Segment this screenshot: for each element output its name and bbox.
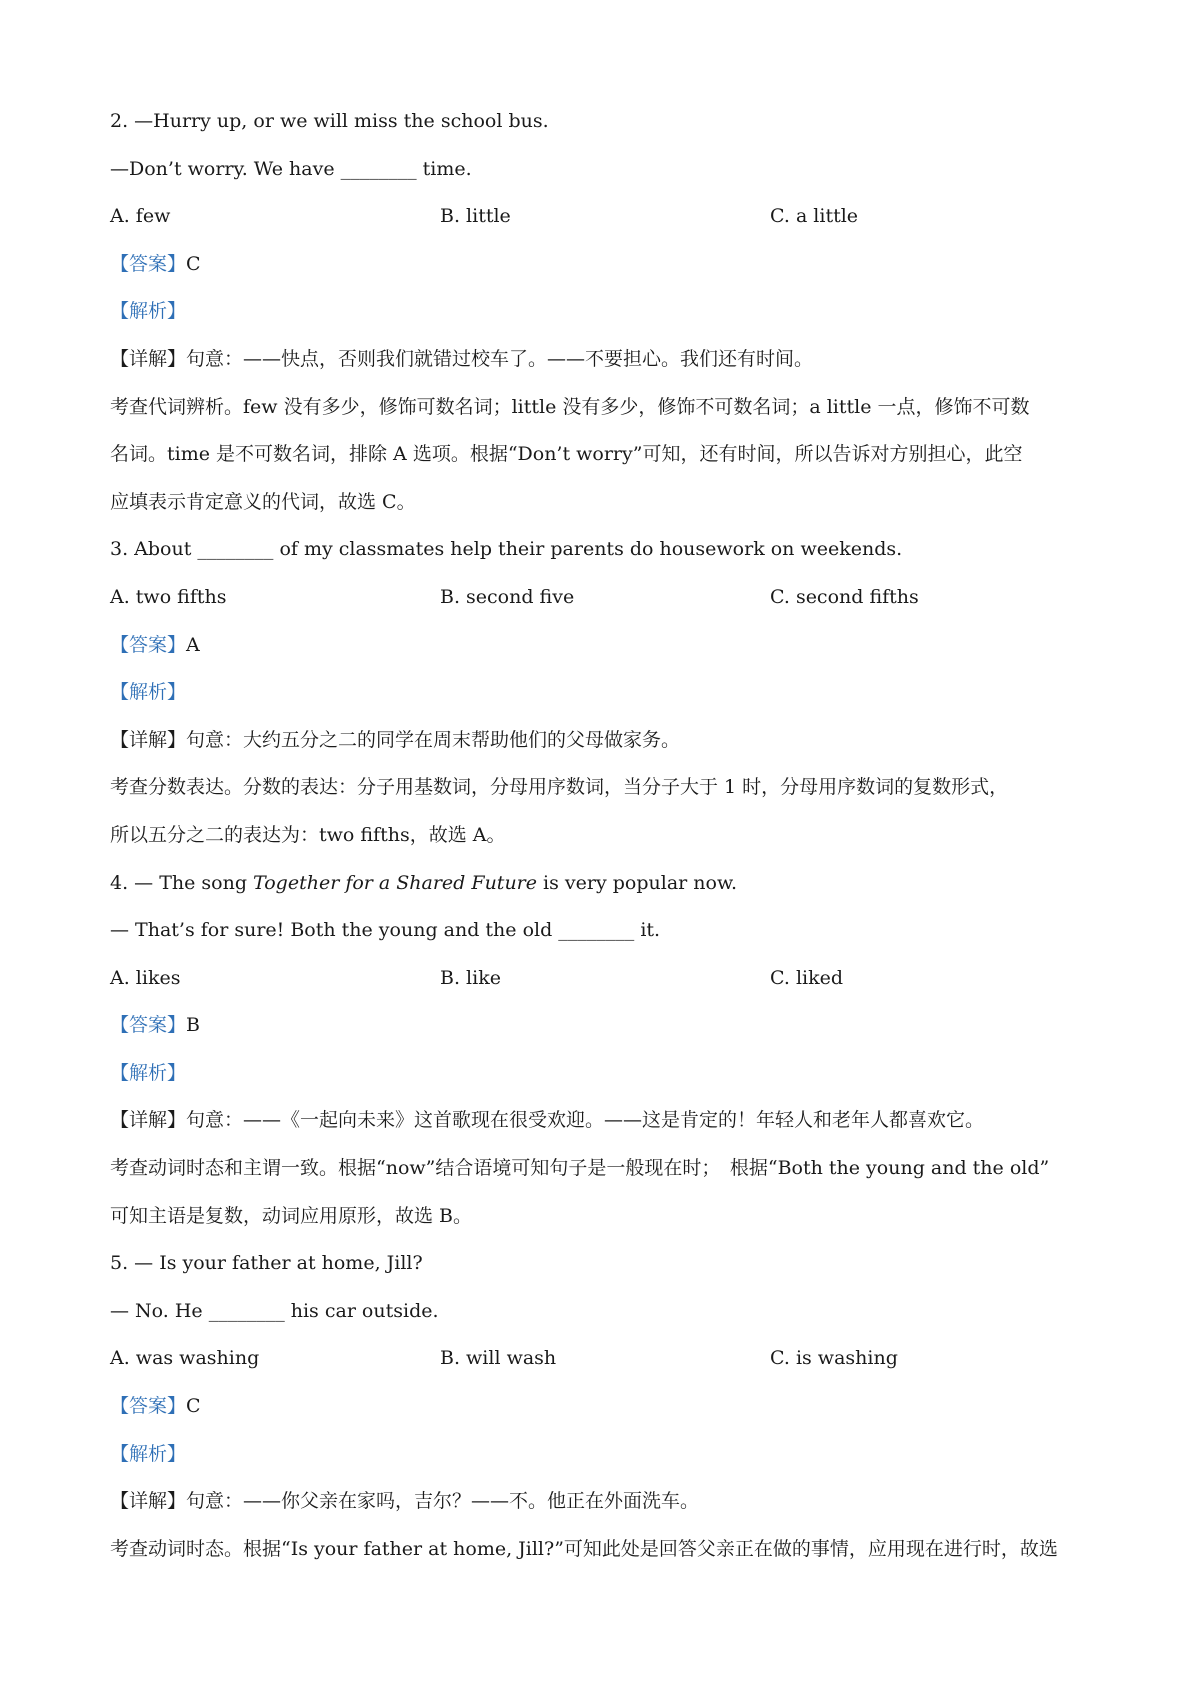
document-page bbox=[110, 98, 1100, 1573]
answer-label: 【答案】 bbox=[110, 633, 187, 656]
question-3-stem-line-1: 3. About ________ of my classmates help their parents do housework on weekends. bbox=[110, 538, 903, 561]
stem-prefix: 4. — The song bbox=[110, 871, 254, 894]
question-5-stem-line-1: 5. — Is your father at home, Jill? bbox=[110, 1252, 423, 1275]
question-5-stem-line-2: — No. He ________ his car outside. bbox=[110, 1299, 439, 1322]
option-a: A. likes bbox=[110, 966, 181, 989]
question-2-options bbox=[110, 193, 1100, 241]
question-5-detail bbox=[110, 1478, 1100, 1526]
question-5-answer bbox=[110, 1383, 1100, 1431]
question-4-options bbox=[110, 955, 1100, 1003]
answer-value: A bbox=[186, 633, 200, 656]
option-a: A. was washing bbox=[110, 1347, 260, 1370]
question-2-explanation-line-2: 名词。time 是不可数名词，排除 A 选项。根据“Don’t worry”可知，还有时间，所以告诉对方别担心，此空 bbox=[110, 443, 1023, 466]
option-c: C. a little bbox=[770, 205, 859, 228]
option-b: B. like bbox=[440, 966, 501, 989]
detail-label: 【详解】 bbox=[110, 1109, 187, 1132]
question-4-stem-line-2: — That’s for sure! Both the young and the old ________ it. bbox=[110, 919, 661, 942]
answer-value: B bbox=[186, 1014, 200, 1037]
option-c: C. second fifths bbox=[770, 585, 919, 608]
song-title: Together for a Shared Future bbox=[253, 871, 538, 894]
question-4-explanation-line-2: 可知主语是复数，动词应用原形，故选 B。 bbox=[110, 1204, 473, 1227]
detail-label: 【详解】 bbox=[110, 1490, 187, 1513]
question-4-stem-line-1 bbox=[110, 860, 1100, 908]
question-2-stem-line-1: 2. —Hurry up, or we will miss the school bus. bbox=[110, 110, 549, 132]
question-2-detail bbox=[110, 336, 1100, 384]
detail-label: 【详解】 bbox=[110, 728, 187, 751]
question-5-options bbox=[110, 1335, 1100, 1383]
option-a: A. two fifths bbox=[110, 585, 227, 608]
question-2-explanation-line-1: 考查代词辨析。few 没有多少，修饰可数名词；little 没有多少，修饰不可数名词；a little 一点，修饰不可数 bbox=[110, 395, 1030, 418]
answer-label: 【答案】 bbox=[110, 252, 187, 275]
detail-text: 句意：——《一起向未来》这首歌现在很受欢迎。——这是肯定的！年轻人和老年人都喜欢它。 bbox=[186, 1109, 985, 1132]
question-3-detail bbox=[110, 717, 1100, 765]
question-2-stem-line-2: —Don’t worry. We have ________ time. bbox=[110, 157, 472, 180]
question-3-answer bbox=[110, 622, 1100, 670]
question-4-answer bbox=[110, 1002, 1100, 1050]
question-3-options bbox=[110, 574, 1100, 622]
question-4-detail bbox=[110, 1097, 1100, 1145]
detail-text: 句意：大约五分之二的同学在周末帮助他们的父母做家务。 bbox=[186, 728, 681, 751]
analysis-label: 【解析】 bbox=[110, 681, 187, 704]
option-b: B. second five bbox=[440, 585, 575, 608]
question-2-explanation-line-3: 应填表示肯定意义的代词，故选 C。 bbox=[110, 490, 416, 513]
answer-value: C bbox=[186, 252, 201, 275]
answer-label: 【答案】 bbox=[110, 1395, 187, 1418]
option-c: C. liked bbox=[770, 966, 844, 989]
option-b: B. little bbox=[440, 205, 511, 228]
question-3-explanation-line-1: 考查分数表达。分数的表达：分子用基数词，分母用序数词，当分子大于 1 时，分母用序数词的复数形式， bbox=[110, 776, 1009, 799]
question-3-explanation-line-2: 所以五分之二的表达为：two fifths，故选 A。 bbox=[110, 823, 506, 846]
option-a: A. few bbox=[110, 205, 171, 228]
question-2-answer bbox=[110, 241, 1100, 289]
analysis-label: 【解析】 bbox=[110, 1442, 187, 1465]
option-c: C. is washing bbox=[770, 1347, 898, 1370]
question-5-explanation-line-1: 考查动词时态。根据“Is your father at home, Jill?”可知此处是回答父亲正在做的事情，应用现在进行时，故选 bbox=[110, 1537, 1058, 1560]
analysis-label: 【解析】 bbox=[110, 300, 187, 323]
detail-text: 句意：——你父亲在家吗，吉尔？——不。他正在外面洗车。 bbox=[186, 1490, 700, 1513]
analysis-label: 【解析】 bbox=[110, 1061, 187, 1084]
answer-value: C bbox=[186, 1395, 201, 1418]
option-b: B. will wash bbox=[440, 1347, 557, 1370]
answer-label: 【答案】 bbox=[110, 1014, 187, 1037]
stem-suffix: is very popular now. bbox=[537, 871, 738, 894]
detail-label: 【详解】 bbox=[110, 347, 187, 370]
detail-text: 句意：——快点，否则我们就错过校车了。——不要担心。我们还有时间。 bbox=[186, 347, 814, 370]
question-4-explanation-line-1: 考查动词时态和主谓一致。根据“now”结合语境可知句子是一般现在时； 根据“Both the young and the old” bbox=[110, 1157, 1050, 1180]
